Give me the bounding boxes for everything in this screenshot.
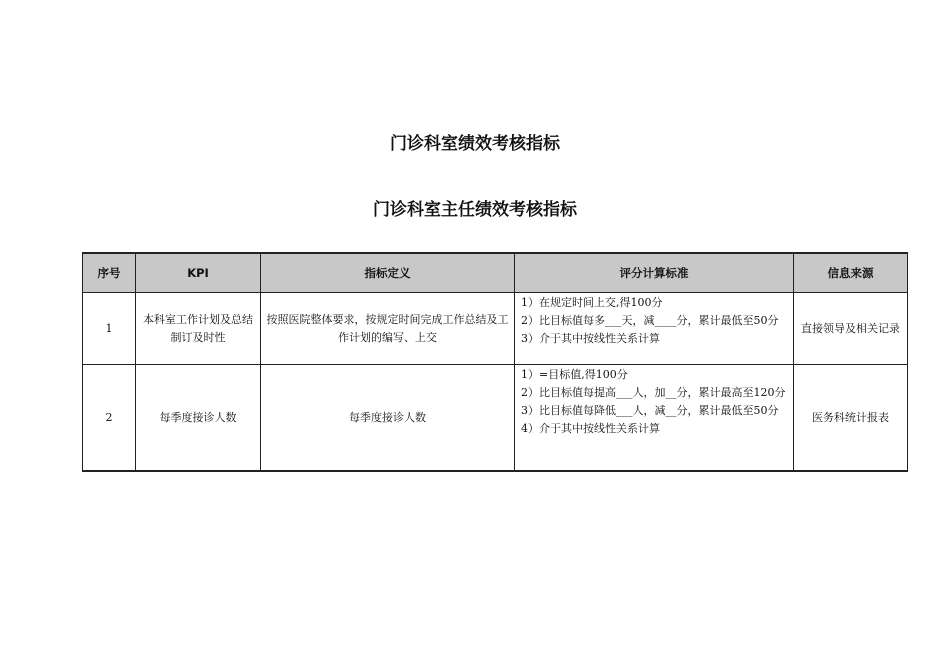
cell-source: 医务科统计报表 xyxy=(794,365,908,472)
kpi-table xyxy=(82,252,908,472)
table-title: 门诊科室主任绩效考核指标 xyxy=(373,200,577,220)
criteria-line: 1）在规定时间上交,得100分 xyxy=(521,296,663,309)
header-kpi: KPI xyxy=(136,253,261,293)
criteria-line: 4）介于其中按线性关系计算 xyxy=(521,422,660,435)
cell-source: 直接领导及相关记录 xyxy=(794,293,908,365)
criteria-line: 3）比目标值每降低___人，减__分，累计最低至50分 xyxy=(521,404,779,417)
table-row xyxy=(83,293,908,365)
header-source: 信息来源 xyxy=(794,253,908,293)
cell-definition: 按照医院整体要求，按规定时间完成工作总结及工作计划的编写、上交 xyxy=(261,293,515,365)
cell-index: 1 xyxy=(83,293,136,365)
header-criteria: 评分计算标准 xyxy=(515,253,794,293)
cell-index: 2 xyxy=(83,365,136,472)
criteria-line: 3）介于其中按线性关系计算 xyxy=(521,332,660,345)
table-row xyxy=(83,365,908,472)
criteria-line: 2）比目标值每多___天，减____分，累计最低至50分 xyxy=(521,314,779,327)
cell-criteria xyxy=(515,293,794,365)
criteria-line: 2）比目标值每提高___人，加__分，累计最高至120分 xyxy=(521,386,786,399)
cell-criteria xyxy=(515,365,794,472)
header-index: 序号 xyxy=(83,253,136,293)
header-definition: 指标定义 xyxy=(261,253,515,293)
cell-kpi: 本科室工作计划及总结制订及时性 xyxy=(136,293,261,365)
table-header-row xyxy=(83,253,908,293)
cell-definition: 每季度接诊人数 xyxy=(261,365,515,472)
criteria-line: 1）=目标值,得100分 xyxy=(521,368,628,381)
cell-kpi: 每季度接诊人数 xyxy=(136,365,261,472)
document-title: 门诊科室绩效考核指标 xyxy=(390,134,560,154)
